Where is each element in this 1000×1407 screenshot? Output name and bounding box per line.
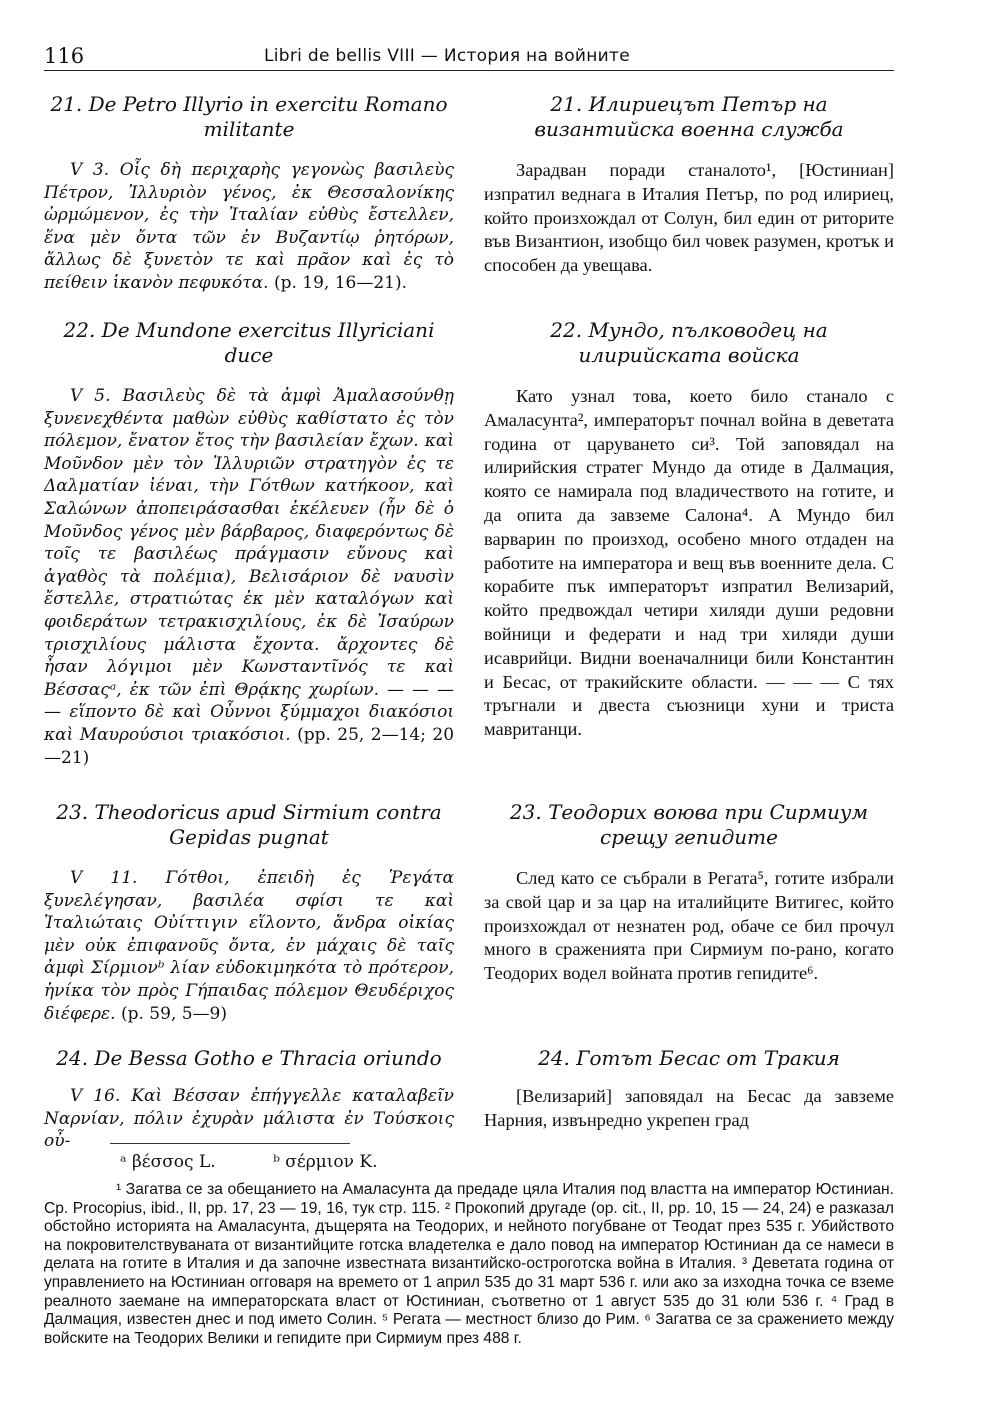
section-24-greek <box>44 1046 454 1153</box>
section-21-bg <box>484 92 894 278</box>
footnote-rule <box>110 1143 350 1144</box>
section-22-bg <box>484 318 894 742</box>
bg-title: 21. Илириецът Петър на византийска военна служба <box>534 92 844 141</box>
latin-title: 21. De Petro Illyrio in exercitu Romano militante <box>50 92 448 141</box>
greek-text: V 11. Γότθοι, ἐπειδὴ ἐς Ῥεγάτα ξυνελέγησαν, βασιλέα σφίσι τε καὶ Ἰταλιώταις Οὐίττιγιν εἵλοντο, ἄνδρα οἰκίας μὲν οὐκ ἐπιφανοῦς ὄντα, ἐν μάχαις δὲ ταῖς ἀμφὶ Σίρμιονᵇ λίαν εὐδοκιμηκότα τὸ πρότερον, ἡνίκα τὸν πρὸς Γήπαιδας πόλεμον Θευδέριχος διέφερε. (p. 59, 5—9) <box>44 868 454 1024</box>
section-22-greek <box>44 318 454 769</box>
bg-text: След като се събрали в Регата⁵, готите избрали за свой цар и за цар на италийците Витигес, който произхождал от незнатен род, обаче се бил прочул много в сраженията при Сирмиум по-рано, когато Теодорих водел войната против гепидите⁶. <box>484 868 894 984</box>
section-24-bg <box>484 1046 894 1133</box>
greek-text: V 16. Καὶ Βέσσαν ἐπήγγελλε καταλαβεῖν Ναρνίαν, πόλιν ἐχυρὰν μάλιστα ἐν Τούσκοις οὖ- <box>44 1086 454 1152</box>
bg-title: 22. Мундо, пълководец на илирийската войска <box>550 318 828 367</box>
bg-text: Зарадван поради станалото¹, [Юстиниан] изпратил веднага в Италия Петър, по род илириец, който произхождал от Солун, бил един от риторите във Византион, изобщо бил човек разумен, кротък и способен да увещава. <box>484 160 894 276</box>
page-header <box>44 42 894 71</box>
greek-text: V 5. Βασιλεὺς δὲ τὰ ἀμφὶ Ἀμαλασούνθῃ ξυνενεχθέντα μαθὼν εὐθὺς καθίστατο ἐς τὸν πόλεμον, ἔνατον ἔτος τὴν βασιλείαν ἔχων. καὶ Μοῦνδον μὲν τὸν Ἰλλυριῶν στρατηγὸν ἐς τε Δαλματίαν ἰέναι, τὴν Γότθων κατήκοον, καὶ Σαλώνων ἀποπειράσασθαι ἐκέλευεν (ἦν δὲ ὁ Μοῦνδος γένος μὲν βάρβαρος, διαφερόντως δὲ τοῖς τε βασιλέως πράγμασιν εὔνους καὶ ἀγαθὸς τὰ πολέμια), Βελισάριον δὲ ναυσὶν ἔστελλε, στρατιώτας ἐκ μὲν καταλόγων καὶ φοιδεράτων τετρακισχιλίους, ἐκ δὲ Ἰσαύρων τρισχιλίους μάλιστα ἔχοντα. ἄρχοντες δὲ ἦσαν λόγιμοι μὲν Κωνσταντῖνός τε καὶ Βέσσαςᵃ, ἐκ τῶν ἐπὶ Θρᾴκης χωρίων. — — — — εἵποντο δὲ καὶ Οὖννοι ξύμμαχοι διακόσιοι καὶ Μαυρούσιοι τριακόσιοι. (pp. 25, 2—14; 20—21) <box>44 386 455 768</box>
apparatus-note-a: ᵃ βέσσος L. <box>120 1152 216 1172</box>
bg-text: Като узнал това, което било станало с Амаласунта², императорът почнал война в деветата година от царуването си³. Той заповядал на илирийския стратег Мундо да отиде в Далмация, която се намирала под владичеството на готите, и да опита да завземе Салона⁴. А Мундо бил варварин по произход, особено много отдаден на работите на императора и вещ във военните дела. С корабите пък императорът изпратил Велизарий, който предвождал четири хиляди души редовни войници и федерати и над три хиляди души исаврийци. Видни военачалници били Константин и Бесас, от тракийските области. — — — С тях тръгнали и двеста съюзници хуни и триста мавританци. <box>484 386 894 740</box>
running-head: Libri de bellis VIII — История на войните <box>264 46 630 66</box>
greek-text: V 3. Οἷς δὴ περιχαρὴς γεγονὼς βασιλεὺς Πέτρον, Ἰλλυριὸν γένος, ἐκ Θεσσαλονίκης ὡρμώμενον, ἐς τὴν Ἰταλίαν εὐθὺς ἔστελλεν, ἕνα μὲν ὄντα τῶν ἐν Βυζαντίῳ ῥητόρων, ἄλλως δὲ ξυνετὸν τε καὶ πρᾶον καὶ ἐς τὸ πείθειν ἱκανὸν πεφυκότα. (p. 19, 16—21). <box>44 160 454 293</box>
section-21-greek <box>44 92 454 295</box>
latin-title: 22. De Mundone exercitus Illyriciani duce <box>63 318 435 367</box>
latin-title: 24. De Bessa Gotho e Thracia oriundo <box>56 1046 442 1070</box>
apparatus-note-b: ᵇ σέρμιον K. <box>273 1152 378 1172</box>
bg-title: 23. Теодорих воюва при Сирмиум срещу гепидите <box>509 800 869 849</box>
footnotes: ¹ Загатва се за обещанието на Амаласунта да предаде цяла Италия под властта на император Юстиниан. Ср. Procopius, ibid., II, pp. 17, 23 — 19, 16, тук стр. 115. ² Прокопий другаде (op. cit., II, pp. 10, 15 — 24, 24) е разказал обстойно историята на Амаласунта, дъщерята на Теодорих, и нейното погубване от Теодат през 535 г. Убийството на покровителствуваната от византийците готска владетелка е дало повод на император Юстиниан да се намеси в делата на готите в Италия и да започне известната византийско-остроготска война в Италия. ³ Деветата година от управлението на Юстиниан огговаря на времето от 1 април 535 до 31 март 536 г. или ако за изходна точка се вземе реалното заемане на императорската власт от Юстиниан, съответно от 1 август 535 до 31 юли 536 г. ⁴ Град в Далмация, известен днес и под името Солин. ⁵ Регата — местност близо до Рим. ⁶ Загатва се за сражението между войските на Теодорих Велики и гепидите при Сирмиум през 488 г. <box>44 1181 894 1347</box>
latin-title: 23. Theodoricus apud Sirmium contra Gepidas pugnat <box>56 800 442 849</box>
bg-title: 24. Готът Бесас от Тракия <box>538 1046 840 1070</box>
bg-text: [Велизарий] заповядал на Бесас да завземе Нарния, извънредно укрепен град <box>484 1086 894 1130</box>
section-23-bg <box>484 800 894 986</box>
page-number: 116 <box>44 44 85 68</box>
section-23-greek <box>44 800 454 1025</box>
critical-apparatus <box>120 1152 429 1172</box>
